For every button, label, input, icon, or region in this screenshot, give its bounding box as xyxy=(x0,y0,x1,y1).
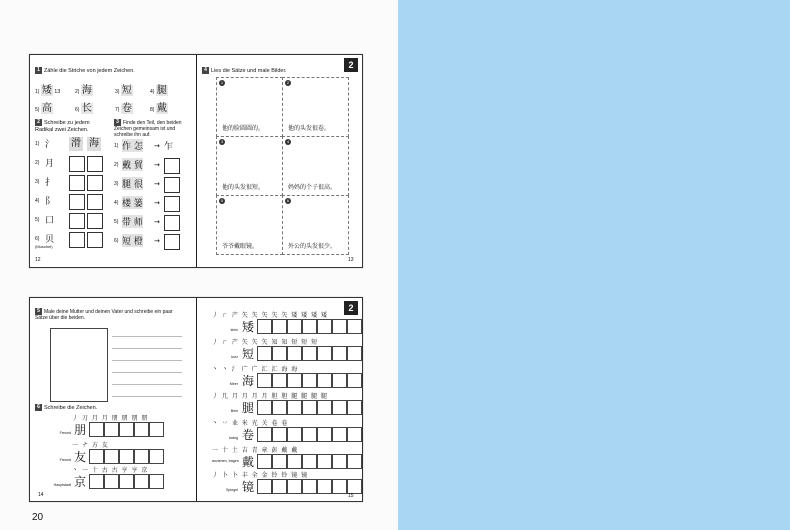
answer-box[interactable] xyxy=(164,196,180,212)
exercise-6-instruction: 6 Schreibe die Zeichen. xyxy=(35,404,97,412)
stroke-order: 丶 丶 氵 广 广 汇 汇 海 海 xyxy=(212,366,299,373)
writing-line[interactable] xyxy=(112,384,182,385)
unit-badge: 2 xyxy=(344,58,358,72)
drawing-panel[interactable]: 3 他的头发很短。 xyxy=(216,136,283,196)
stroke-order: 一 ナ 方 友 xyxy=(72,442,109,449)
answer-box[interactable] xyxy=(87,213,103,229)
answer-box[interactable] xyxy=(87,194,103,210)
spread-fold xyxy=(196,298,197,501)
page-number: 14 xyxy=(38,492,44,498)
answer-box[interactable] xyxy=(164,177,180,193)
page-number: 15 xyxy=(348,493,354,499)
exercise-3-instruction: 3 Finde den Teil, den beiden Zeichen gemeinsam ist und schreibe ihn auf. xyxy=(114,119,182,138)
answer-box[interactable] xyxy=(87,156,103,172)
stroke-order: 丿 ㄏ 产 矢 矢 矢 矢 矢 矮 矮 矮 矮 xyxy=(212,312,328,319)
answer-box[interactable] xyxy=(164,215,180,231)
answer-box[interactable] xyxy=(164,234,180,250)
writing-line[interactable] xyxy=(112,360,182,361)
stroke-count-item: 1) 矮 13 xyxy=(35,85,61,96)
exercise-2-rows: 1) 氵 滑 海 2) 月 3) 扌 4) 阝 5) 口 6) 贝 (Muschel) xyxy=(35,137,115,252)
stroke-count-item: 7) 卷 xyxy=(115,103,132,114)
answer-box[interactable] xyxy=(69,213,85,229)
answer-box[interactable] xyxy=(87,175,103,191)
exercise-4-instruction: 4 Lies die Sätze und male Bilder. xyxy=(202,67,287,75)
stroke-order: 丶 一 十 古 古 亨 亨 京 xyxy=(72,467,149,474)
exercise-1-instruction: 1 Zähle die Striche von jedem Zeichen. xyxy=(35,67,135,75)
answer-box[interactable] xyxy=(164,158,180,174)
answer-box[interactable] xyxy=(69,156,85,172)
practice-row: Hauptstadt 京 xyxy=(44,474,154,490)
workbook-spread-bottom: 5 Male deine Mutter und deinen Vater und schreibe ein paar Sätze über die beiden. 6 Schreibe die Zeichen. 丿 刀 月 月 朋 朋 朋 朋 Freund 朋 一 ナ 方 友 Freund 友 丶 一 十 古 古 亨 亨 京 Hauptstadt 京 14 2 丿 ㄏ 产 矢 矢 矢 矢 矢 矮 矮 矮 矮 klein 矮 丿 ㄏ 产 矢 矢 矢 知 知 短 短 短 kurz 短 丶 丶 氵 广 广 汇 汇 海 海 Meer 海 丿 几 月 月 月 月 胆 胆 腿 腿 腿 腿 Bein 腿 丶 丷 业 米 光 关 卷 卷 lockig 卷 一 十 土 吉 青 章 彭 戴 戴 anziehen, tragen 戴 丿 卜 卜 丰 全 金 铃 铃 镜 镜 Spiegel 镜 15 xyxy=(29,297,363,502)
spread-fold xyxy=(196,55,197,267)
answer-cell: 海 xyxy=(89,138,99,149)
answer-box[interactable] xyxy=(87,232,103,248)
unit-badge: 2 xyxy=(344,301,358,315)
stroke-order: 丿 卜 卜 丰 全 金 铃 铃 镜 镜 xyxy=(212,472,309,479)
stroke-order: 丿 ㄏ 产 矢 矢 矢 知 知 短 短 短 xyxy=(212,339,319,346)
practice-row: Freund 朋 xyxy=(44,422,154,438)
practice-row: Freund 友 xyxy=(44,449,154,465)
stroke-order: 丿 几 月 月 月 月 胆 胆 腿 腿 腿 腿 xyxy=(212,393,328,400)
answer-box[interactable] xyxy=(69,232,85,248)
drawing-frame[interactable] xyxy=(50,328,108,402)
answer-box[interactable] xyxy=(69,175,85,191)
stroke-order: 丶 丷 业 米 光 关 卷 卷 xyxy=(212,420,289,427)
drawing-panel[interactable]: 4 妈妈的个子很高。 xyxy=(282,136,349,196)
page-number: 12 xyxy=(35,257,41,263)
workbook-spread-top xyxy=(29,54,363,268)
stroke-count-item: 2) 海 xyxy=(75,85,92,96)
writing-line[interactable] xyxy=(112,336,182,337)
page-number: 13 xyxy=(348,257,354,263)
stroke-count-item: 3) 短 xyxy=(115,85,132,96)
answer-box[interactable] xyxy=(69,194,85,210)
stroke-count-item: 5) 高 xyxy=(35,103,52,114)
drawing-panel[interactable]: 5 爷爷戴眼镜。 xyxy=(216,195,283,255)
drawing-panel[interactable]: 6 外公的头发很少。 xyxy=(282,195,349,255)
stroke-order: 丿 刀 月 月 朋 朋 朋 朋 xyxy=(72,415,149,422)
stroke-count-item: 8) 戴 xyxy=(150,103,167,114)
stroke-order: 一 十 土 吉 青 章 彭 戴 戴 xyxy=(212,447,299,454)
document-page-number: 20 xyxy=(32,512,44,523)
writing-line[interactable] xyxy=(112,372,182,373)
drawing-panel[interactable]: 2 他的头发很卷。 xyxy=(282,77,349,137)
stroke-count-item: 4) 腿 xyxy=(150,85,167,96)
exercise-3-rows: 1) 作 怎 → 乍 2) 戴 貿 → 3) 腿 很 → 4) 楼 篓 → 5) 带 师 → 6) 短 橙 → xyxy=(114,139,194,254)
writing-line[interactable] xyxy=(112,396,182,397)
exercise-5-instruction: 5 Male deine Mutter und deinen Vater und schreibe ein paar Sätze über die beiden. xyxy=(35,308,173,321)
blank-blue-page xyxy=(398,0,790,530)
drawing-panel[interactable]: 1 他的脸圆圆的。 xyxy=(216,77,283,137)
stroke-count-item: 6) 长 xyxy=(75,103,92,114)
exercise-1-items xyxy=(35,81,185,115)
answer-cell: 滑 xyxy=(71,138,81,149)
writing-line[interactable] xyxy=(112,348,182,349)
exercise-2-instruction: 2 Schreibe zu jedem Radikal zwei Zeichen. xyxy=(35,119,90,133)
